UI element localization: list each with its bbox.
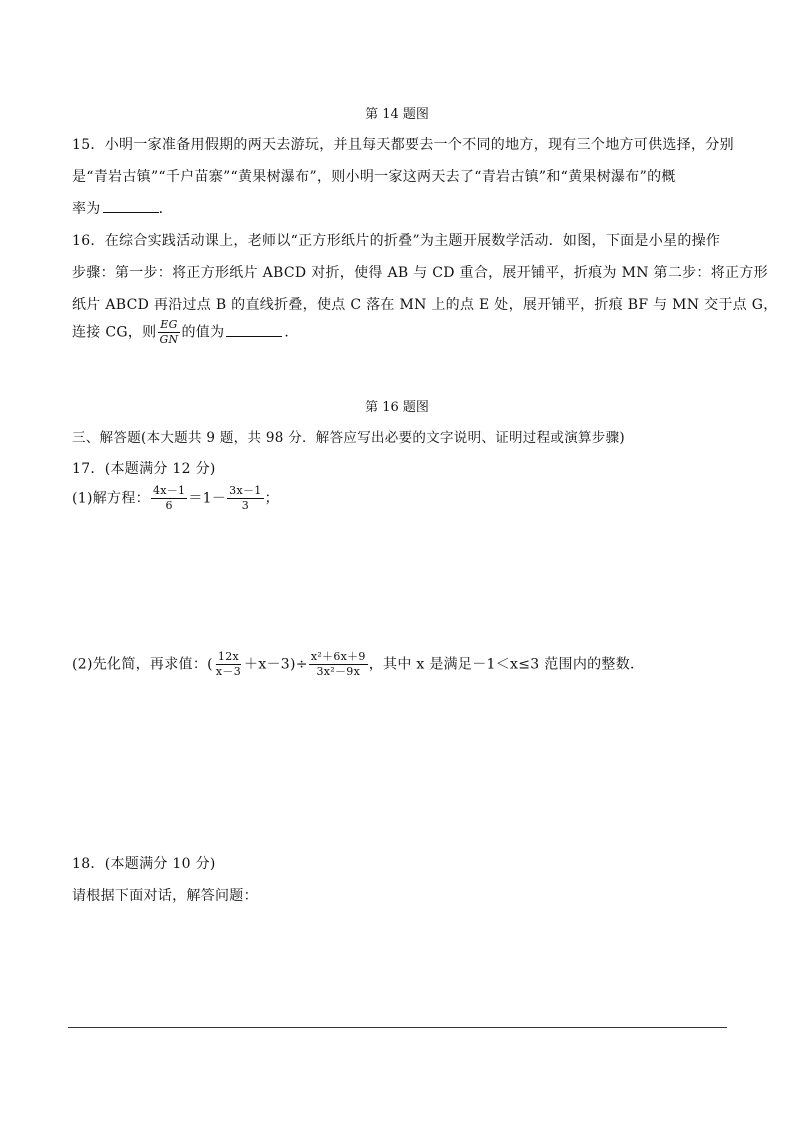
q15-line-3 — [72, 198, 173, 218]
q16-frac-numerator: EG — [160, 318, 178, 331]
q16-line-2: 步骤：第一步：将正方形纸片 ABCD 对折，使得 AB 与 CD 重合，展开铺平，折痕为 MN 第二步：将正方形 — [72, 265, 768, 281]
section-3-heading: 三、解答题(本大题共 9 题，共 98 分．解答应写出必要的文字说明、证明过程或演算步骤) — [72, 430, 625, 446]
q16-line-4-pre: 连接 CG，则 — [72, 324, 157, 341]
figure-16-caption: 第 16 题图 — [365, 400, 429, 415]
q18-prompt: 请根据下面对话，解答问题： — [72, 888, 258, 904]
q17-p2-middle: ＋x－3)÷ — [244, 656, 308, 673]
q17-p2-frac1-numerator: 12x — [217, 650, 240, 663]
q15-line-3-text: 率为 — [72, 201, 101, 217]
q17-p2-frac2-numerator: x²＋6x＋9 — [310, 650, 366, 663]
q17-part-1-label: (1)解方程： — [72, 490, 150, 507]
q15-line-2: 是“青岩古镇”“千户苗寨”“黄果树瀑布”，则小明一家这两天去了“青岩古镇”和“黄果树瀑布”的概 — [72, 169, 676, 185]
q17-p1-frac1-numerator: 4x－1 — [152, 484, 186, 497]
q15-answer-blank[interactable] — [103, 200, 159, 213]
q16-line-4-post: 的值为 — [181, 324, 225, 341]
q17-p2-fraction-1 — [214, 650, 243, 679]
q17-p1-frac2-numerator: 3x－1 — [229, 484, 262, 497]
q17-title: 17．(本题满分 12 分) — [72, 461, 216, 477]
q16-line-3: 纸片 ABCD 再沿过点 B 的直线折叠，使点 C 落在 MN 上的点 E 处，展开铺平，折痕 BF 与 MN 交于点 G， — [72, 297, 778, 313]
q17-p1-frac1-denominator: 6 — [165, 499, 173, 512]
figure-14-caption: 第 14 题图 — [365, 107, 429, 122]
q16-line-4 — [72, 318, 299, 347]
q17-part-2 — [72, 650, 644, 679]
q17-part-2-label: (2)先化简，再求值：( — [72, 656, 213, 673]
q16-line-1: 16．在综合实践活动课上，老师以“正方形纸片的折叠”为主题开展数学活动．如图，下面是小星的操作 — [72, 233, 721, 249]
q16-answer-blank[interactable] — [226, 324, 282, 337]
q16-ratio-fraction — [157, 318, 180, 347]
q17-p1-frac2-denominator: 3 — [241, 499, 250, 512]
q17-p1-fraction-2 — [227, 484, 263, 513]
q17-p1-fraction-1 — [151, 484, 187, 513]
q17-p2-frac2-denominator: 3x²－9x — [316, 665, 361, 678]
q16-line-4-end: ． — [284, 324, 299, 341]
q15-line-1: 15．小明一家准备用假期的两天去游玩，并且每天都要去一个不同的地方，现有三个地方可供选择，分别 — [72, 137, 734, 153]
q15-line-3-end: ． — [158, 201, 173, 217]
q17-p2-frac1-denominator: x－3 — [215, 665, 242, 678]
q18-title: 18．(本题满分 10 分) — [72, 856, 216, 872]
q16-frac-denominator: GN — [159, 333, 179, 346]
q17-p2-fraction-2 — [309, 650, 368, 679]
q17-p2-end: ，其中 x 是满足－1＜x≤3 范围内的整数． — [368, 656, 645, 673]
page-bottom-rule — [68, 1027, 727, 1028]
q17-p1-end: ； — [264, 490, 279, 507]
q17-part-1 — [72, 484, 279, 513]
q17-p1-middle: ＝1－ — [188, 490, 227, 507]
